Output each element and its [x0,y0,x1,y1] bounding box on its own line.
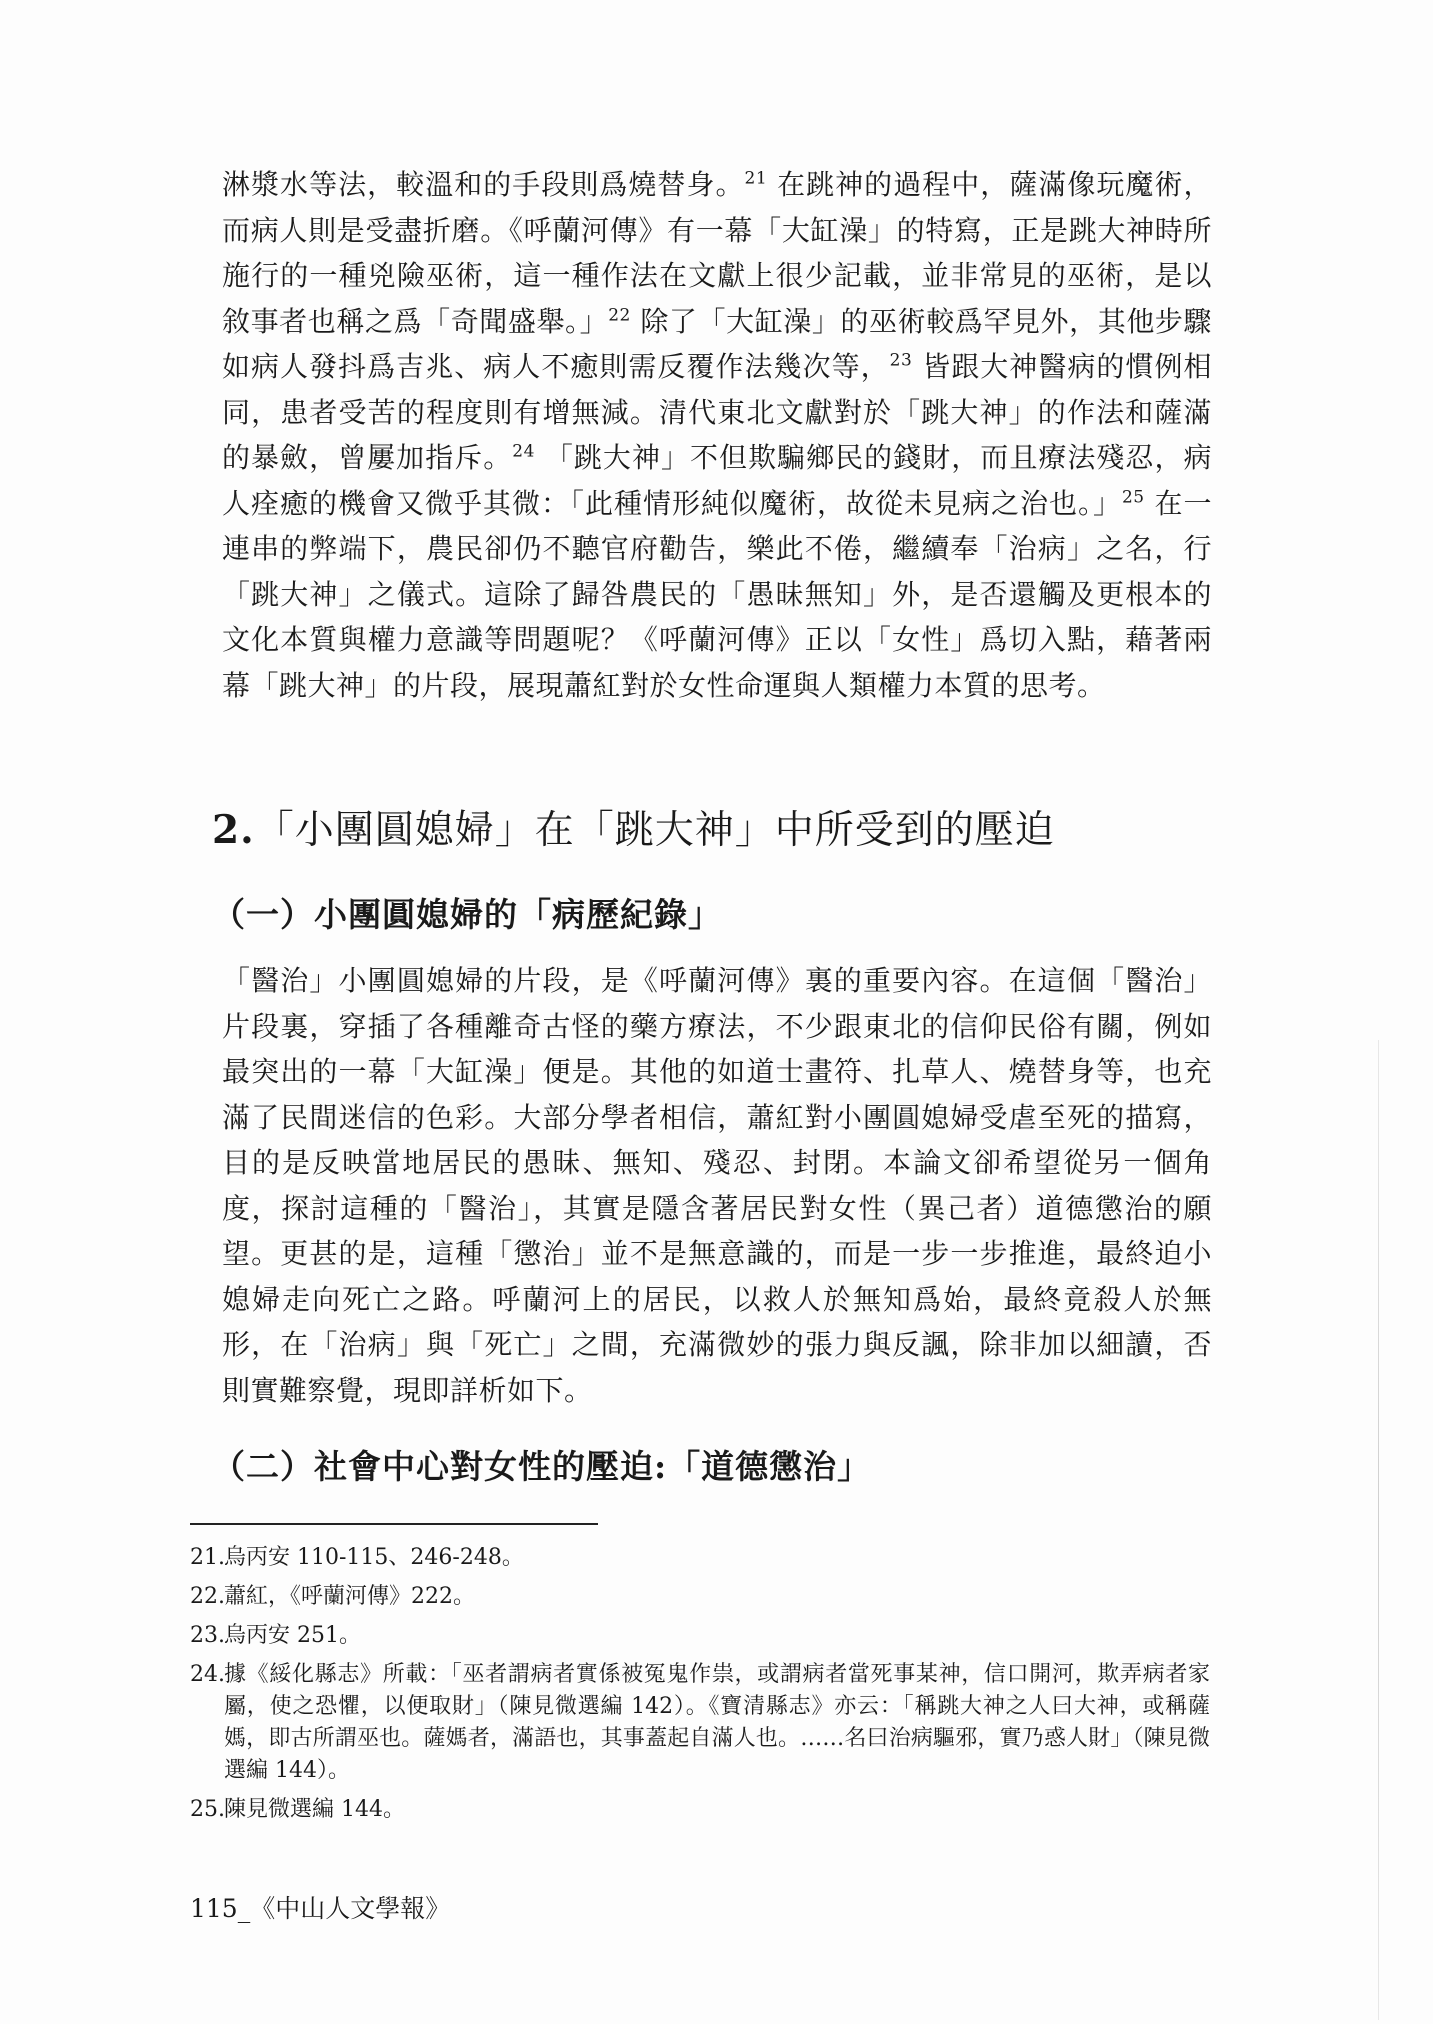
para1-seg: 在一連串的弊端下，農民卻仍不聽官府勸告，樂此不倦，繼續奉「治病」之名，行「跳大神」之儀式。這除了歸咎農民的「愚昧無知」外，是否還觸及更根本的文化本質與權力意識等問題呢？《呼蘭河傳》正以「女性」爲切入點，藉著兩幕「跳大神」的片段，展現蕭紅對於女性命運與人類權力本質的思考。 [222,486,1212,702]
subsection-heading-1: （一）小團圓媳婦的「病歷紀錄」 [212,895,722,934]
footnote-text: 烏丙安 110-115、246-248。 [224,1545,524,1570]
footnote-ref-25[interactable]: 25 [1121,487,1145,508]
para1-seg: 在跳神的過程中，薩滿像玩魔術，而病人則是受盡折磨。《呼蘭河傳》有一幕「大缸澡」的特寫，正是跳大神時所施行的一種兇險巫術，這一種作法在文獻上很少記載，並非常見的巫術，是以敘事者也稱之爲「奇聞盛舉。」 [222,168,1212,338]
footnote-number: 22. [190,1584,225,1609]
page-footer: 115_《中山人文學報》 [190,1894,451,1923]
para1-seg: 「跳大神」不但欺騙鄉民的錢財，而且療法殘忍，病人痊癒的機會又微乎其微：「此種情形純似魔術，故從未見病之治也。」 [222,441,1212,520]
footnote-item [190,1620,1210,1652]
scan-edge-line [1378,1040,1379,2020]
section-number: 2. [212,807,255,853]
footnote-item [190,1581,1210,1613]
footnote-text: 據《綏化縣志》所載：「巫者謂病者實係被冤鬼作祟，或謂病者當死事某神，信口開河，欺弄病者家屬，使之恐懼，以便取財」（陳見微選編 142）。《寶清縣志》亦云：「稱跳大神之人曰大神，或稱薩媽，即古所謂巫也。薩媽者，滿語也，其事蓋起自滿人也。……名曰治病驅邪，實乃惑人財」（陳見微選編 144）。 [224,1662,1210,1783]
footnote-list [190,1542,1210,1833]
footnote-ref-21[interactable]: 21 [744,168,768,189]
section-heading-2 [212,805,1055,856]
footnote-number: 25. [190,1797,225,1822]
section-title: 「小團圓媳婦」在「跳大神」中所受到的壓迫 [254,808,1055,853]
footnote-number: 23. [190,1623,225,1648]
footnote-number: 24. [190,1662,225,1687]
footnote-item [190,1542,1210,1574]
footnote-text: 蕭紅，《呼蘭河傳》222。 [224,1584,475,1609]
footnote-divider [190,1523,598,1525]
body-paragraph-2: 「醫治」小團圓媳婦的片段，是《呼蘭河傳》裏的重要內容。在這個「醫治」片段裏，穿插了各種離奇古怪的藥方療法，不少跟東北的信仰民俗有關，例如最突出的一幕「大缸澡」便是。其他的如道士畫符、扎草人、燒替身等，也充滿了民間迷信的色彩。大部分學者相信，蕭紅對小團圓媳婦受虐至死的描寫，目的是反映當地居民的愚昧、無知、殘忍、封閉。本論文卻希望從另一個角度，探討這種的「醫治」，其實是隱含著居民對女性（異己者）道德懲治的願望。更甚的是，這種「懲治」並不是無意識的，而是一步一步推進，最終迫小媳婦走向死亡之路。呼蘭河上的居民，以救人於無知爲始，最終竟殺人於無形，在「治病」與「死亡」之間，充滿微妙的張力與反諷，除非加以細讀，否則實難察覺，現即詳析如下。 [222,964,1212,1407]
footnote-number: 21. [190,1545,225,1570]
body-paragraph-1 [222,162,1212,708]
para1-seg: 淋漿水等法，較溫和的手段則爲燒替身。 [222,168,745,201]
para1-seg: 皆跟大神醫病的慣例相同，患者受苦的程度則有增無減。清代東北文獻對於「跳大神」的作法和薩滿的暴斂，曾屢加指斥。 [222,350,1212,474]
footnote-text: 陳見微選編 144。 [224,1797,405,1822]
footnote-item [190,1794,1210,1826]
footnote-ref-22[interactable]: 22 [608,305,631,326]
footnote-item [190,1659,1210,1787]
subsection-heading-2: （二）社會中心對女性的壓迫:「道德懲治」 [212,1447,872,1486]
footnote-ref-23[interactable]: 23 [889,350,913,371]
para1-seg: 除了「大缸澡」的巫術較爲罕見外，其他步驟如病人發抖爲吉兆、病人不癒則需反覆作法幾次等， [222,304,1212,383]
footnote-ref-24[interactable]: 24 [512,441,535,462]
footnote-text: 烏丙安 251。 [224,1623,361,1648]
